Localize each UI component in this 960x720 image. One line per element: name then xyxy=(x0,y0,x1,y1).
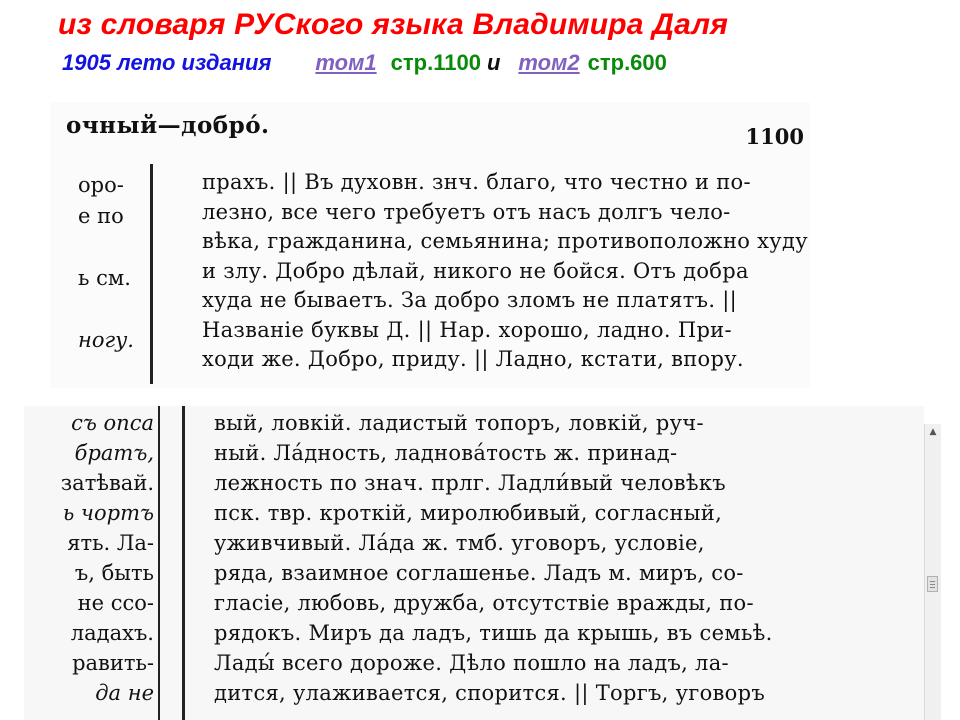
scroll-thumb[interactable] xyxy=(927,576,938,592)
entry-line: вѣка, гражданина, семьянина; противоположно худу xyxy=(202,229,808,253)
left-fragment-line: ь чортъ xyxy=(62,501,154,525)
left-fragment-line: ь см. xyxy=(78,266,131,290)
entry-line: ходи же. Добро, приду. || Ладно, кстати, впору. xyxy=(202,347,744,371)
volume2-link[interactable]: том2 xyxy=(518,50,580,75)
conjunction: и xyxy=(486,50,501,75)
volume1-page: стр.1100 xyxy=(390,50,481,75)
slide-title: из словаря РУСкого языка Владимира Даля xyxy=(58,8,729,41)
vertical-scrollbar[interactable] xyxy=(924,424,941,720)
left-fragment-line: ногу. xyxy=(78,328,134,352)
entry-line: уживчивый. Ла́да ж. тмб. уговоръ, условіе, xyxy=(214,531,705,555)
entry-line: и злу. Добро дѣлай, никого не бойся. Отъ добра xyxy=(202,258,749,283)
scroll-thumb-grip-icon xyxy=(930,581,935,582)
column-divider xyxy=(182,406,185,720)
left-fragment-line: да не xyxy=(95,681,154,705)
entry-line: ряда, взаимное соглашенье. Ладъ м. миръ, со- xyxy=(214,561,744,585)
left-column-fragment xyxy=(78,170,134,356)
entry-line: рядокъ. Миръ да ладъ, тишь да крышь, въ семьѣ. xyxy=(214,621,773,645)
left-fragment-line: затѣвай. xyxy=(60,471,154,495)
dictionary-scan-page-600 xyxy=(24,406,924,720)
scroll-up-arrow-icon[interactable]: ▲ xyxy=(929,427,937,437)
volume2-page: стр.600 xyxy=(587,50,667,75)
edition-line xyxy=(62,50,667,80)
edition-year: 1905 лето издания xyxy=(62,50,272,75)
page-headword-range: очный—добро́. xyxy=(66,112,270,139)
entry-line: прахъ. || Въ духовн. знч. благо, что честно и по- xyxy=(202,170,751,194)
entry-line: Названіе буквы Д. || Нар. хорошо, ладно. При- xyxy=(202,317,732,342)
volume1-link[interactable]: том1 xyxy=(315,50,377,75)
entry-line: лезно, все чего требуетъ отъ насъ долгъ чело- xyxy=(202,199,731,224)
entry-line: дится, улаживается, спорится. || Торгъ, уговоръ xyxy=(214,681,766,705)
left-fragment-line: братъ, xyxy=(74,441,154,465)
page-number: 1100 xyxy=(745,124,804,149)
left-fragment-line: е по xyxy=(78,204,124,228)
left-fragment-line: оро- xyxy=(78,173,124,197)
dictionary-entry-text xyxy=(202,168,808,375)
entry-line: вый, ловкій. ладистый топоръ, ловкій, руч- xyxy=(214,411,704,435)
left-fragment-line: равить- xyxy=(72,651,154,675)
dictionary-entry-text xyxy=(214,408,773,708)
entry-line: худа не бываетъ. За добро зломъ не платятъ. || xyxy=(202,288,738,312)
left-fragment-line xyxy=(78,294,134,325)
column-divider xyxy=(158,406,160,720)
dictionary-scan-page-1100 xyxy=(50,102,810,388)
column-divider xyxy=(150,164,153,384)
scroll-thumb-grip-icon xyxy=(930,587,935,588)
entry-line: ный. Ла́дность, ладнова́тость ж. принад- xyxy=(214,441,678,465)
entry-line: лежность по знач. прлг. Ладли́вый человѣкъ xyxy=(214,471,726,495)
left-fragment-line xyxy=(78,232,134,263)
scroll-thumb-grip-icon xyxy=(930,584,935,585)
left-fragment-line: ладахъ. xyxy=(70,621,154,645)
entry-line: гласіе, любовь, дружба, отсутствіе вражды, по- xyxy=(214,591,754,615)
left-column-fragment xyxy=(24,408,154,708)
left-fragment-line: съ опса xyxy=(71,411,154,435)
left-fragment-line: не ссо- xyxy=(77,591,154,615)
entry-line: Лады́ всего дороже. Дѣло пошло на ладъ, ла- xyxy=(214,651,729,675)
left-fragment-line: ъ, быть xyxy=(74,561,154,585)
left-fragment-line: ять. Ла- xyxy=(67,531,154,555)
entry-line: пск. твр. кроткій, миролюбивый, согласный, xyxy=(214,501,723,525)
